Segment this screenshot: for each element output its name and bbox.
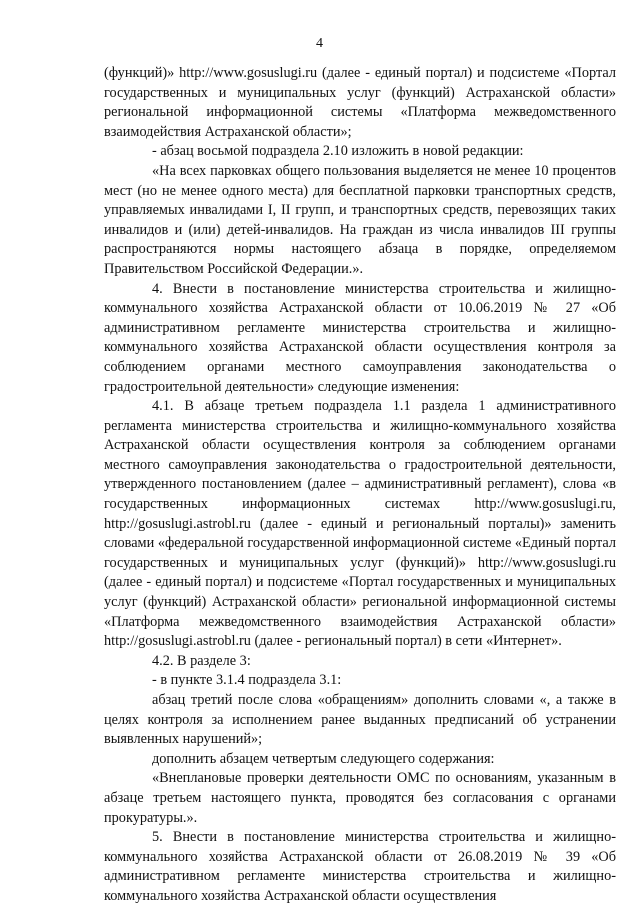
paragraph-parking-quote: «На всех парковках общего пользования выделяется не менее 10 процентов мест (но не менее одного места) для бесплатной парковки транспортных средств, управляемых инвалидами I, II групп, и транспортных средств, перевозящих таких инвалидов и (или) детей-инвалидов. На граждан из числа инвалидов III группы распространяются нормы настоящего абзаца в порядке, определяемом Правительством Российской Федерации.». [104,162,616,277]
paragraph-item-4-1: 4.1. В абзаце третьем подраздела 1.1 раздела 1 административного регламента министерства строительства и жилищно-коммунального хозяйства Астраханской области осуществления контроля за соблюдением органами местного самоуправления законодательства о градостроительной деятельности, утвержденного постановлением (далее – административный регламент), слова «в государственных информационных системах http://www.gosuslugi.ru, http://gosuslugi.astrobl.ru (далее - единый и региональный порталы)» заменить словами «федеральной государственной информационной системе «Единый портал государственных и муниципальных услуг (функций)» http://www.gosuslugi.ru (далее - единый портал) и подсистеме «Портал государственных и муниципальных услуг (функций) Астраханской области» региональной информационной системы «Платформа межведомственного взаимодействия Астраханской области» http://gosuslugi.astrobl.ru (далее - региональный портал) в сети «Интернет». [104,398,616,650]
paragraph-item-5: 5. Внести в постановление министерства строительства и жилищно-коммунального хозяйства Астраханской области от 26.08.2019 № 39 «Об административном регламенте министерства строительства и жилищно-коммунального хозяйства Астраханской области осуществления [104,829,616,904]
paragraph-abzac-tretiy: абзац третий после слова «обращениям» дополнить словами «, а также в целях контроля за исполнением ранее выданных предписаний об устранении выявленных нарушений»; [104,692,616,748]
paragraph-point-3-1-4: - в пункте 3.1.4 подраздела 3.1: [152,672,342,689]
paragraph-unscheduled-inspections-quote: «Внеплановые проверки деятельности ОМС по основаниям, указанным в абзаце третьем настоящего пункта, проводятся без согласования с органами прокуратуры.». [104,770,616,826]
paragraph-portal-continuation: (функций)» http://www.gosuslugi.ru (далее - единый портал) и подсистеме «Портал государственных и муниципальных услуг (функций) Астраханской области» региональной информационной системы «Платформа межведомственного взаимодействия Астраханской области»; [104,65,616,140]
paragraph-abzac-vosmoy: - абзац восьмой подраздела 2.10 изложить в новой редакции: [152,143,524,160]
paragraph-dopolnit: дополнить абзацем четвертым следующего содержания: [152,750,495,767]
page-number: 4 [316,36,323,51]
paragraph-item-4-2: 4.2. В разделе 3: [152,652,251,669]
document-body [104,64,616,907]
paragraph-item-4: 4. Внести в постановление министерства строительства и жилищно-коммунального хозяйства Астраханской области от 10.06.2019 № 27 «Об административном регламенте министерства строительства и жилищно-коммунального хозяйства Астраханской области осуществления контроля за соблюдением органами местного самоуправления законодательства о градостроительной деятельности» следующие изменения: [104,280,616,395]
